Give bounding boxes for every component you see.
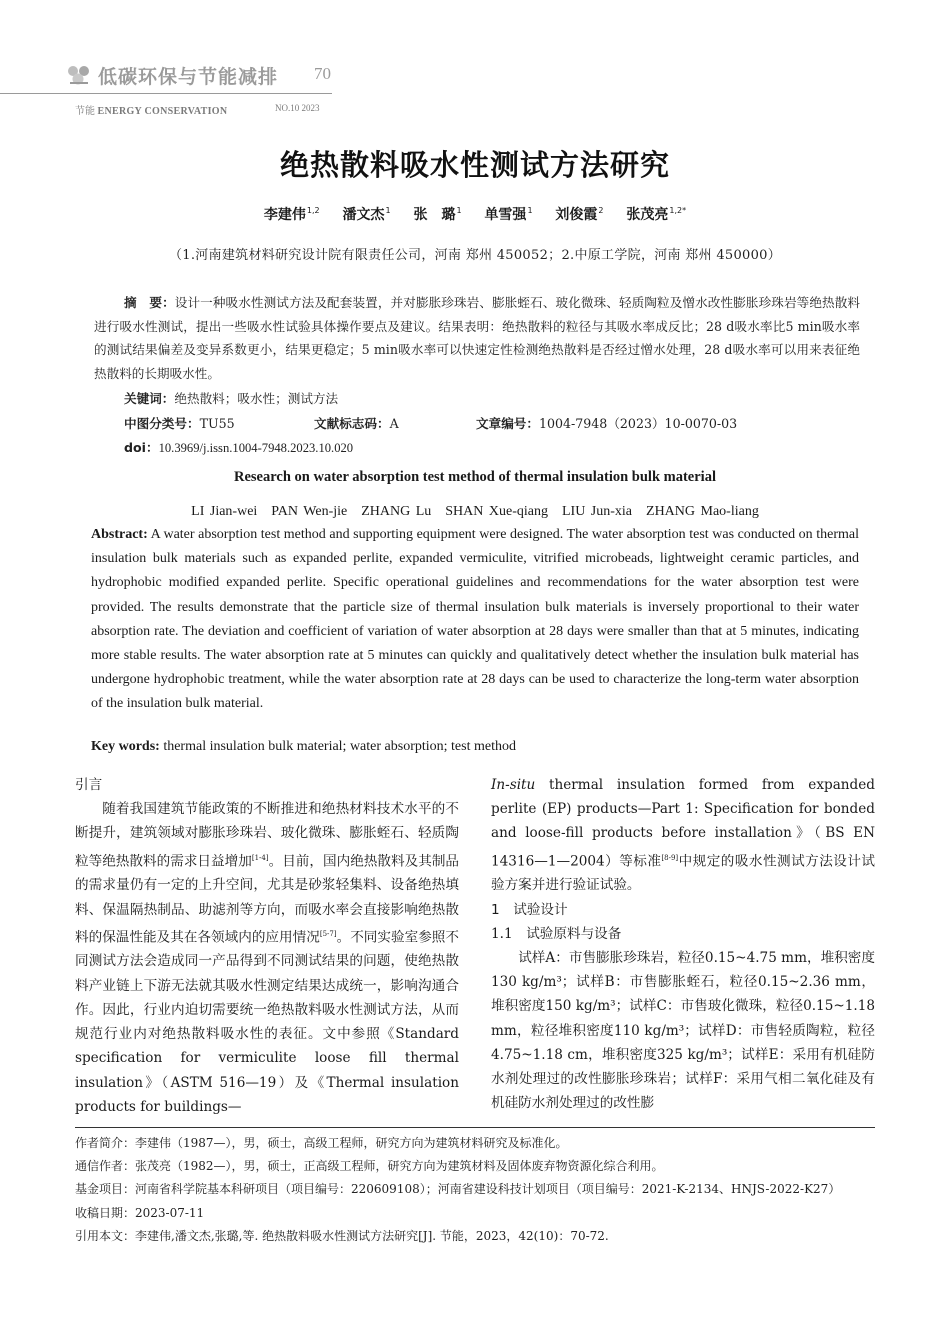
received-date: 收稿日期：2023-07-11 [75, 1205, 205, 1220]
document-code: 文献标志码：A [314, 416, 399, 431]
author-list [0, 204, 950, 224]
keywords-cn [124, 388, 338, 407]
section-cn: 节能 [75, 106, 95, 117]
keywords-en-label: Key words: [91, 739, 160, 754]
keywords-en-text: thermal insulation bulk material; water absorption; test method [163, 739, 516, 754]
intro-paragraph: 随着我国建筑节能政策的不断推进和绝热材料技术水平的不断提升，建筑领域对膨胀珍珠岩、玻化微珠、膨胀蛭石、轻质陶粒等绝热散料的需求日益增加[1-4]。目前，国内绝热散料及其制品的需求量仍有一定的上升空间，尤其是砂浆轻集料、设备绝热填料、保温隔热制品、助滤剂等方向，而吸水率会直接影响绝热散料的保温性能及其在各领域内的应用情况[5-7]。不同实验室参照不同测试方法会造成同一产品得到不同测试结果的问题，使绝热散料产业链上下游无法就其吸水性测定结果达成统一，影响沟通合作。因此，行业内迫切需要统一绝热散料吸水性测试方法，从而规范行业内对绝热散料吸水性的表征。文中参照《Standard specification for vermiculite loose fill thermal insulation》（ASTM 516—19）及《Thermal insulation products for buildings— [75, 801, 460, 1115]
body-column-left [75, 773, 459, 1119]
author-intro: 作者简介：李建伟（1987—），男，硕士，高级工程师，研究方向为建筑材料研究及标准化。 [75, 1136, 568, 1150]
leaf-logo-icon [66, 64, 92, 86]
abstract-cn-label: 摘 要： [124, 295, 175, 310]
abstract-en-label: Abstract: [91, 527, 148, 542]
header-divider [0, 93, 332, 94]
english-title: Research on water absorption test method of thermal insulation bulk material [234, 469, 716, 485]
affiliation: （1.河南建筑材料研究设计院有限责任公司，河南 郑州 450052；2.中原工学院，河南 郑州 450000） [168, 248, 782, 263]
section-1-heading: 1 试验设计 [491, 901, 568, 918]
abstract-cn-text: 设计一种吸水性测试方法及配套装置，并对膨胀珍珠岩、膨胀蛭石、玻化微珠、轻质陶粒及憎水改性膨胀珍珠岩等绝热散料进行吸水性测试，提出一些吸水性试验具体操作要点及建议。结果表明：绝热散料的粒径与其吸水率成反比；28 d吸水率比5 min吸水率的测试结果偏差及变异系数更小，结果更稳定；5 min吸水率可以快速定性检测绝热散料是否经过憎水处理，28 d吸水率可以用来表征绝热散料的长期吸水性。 [94, 295, 861, 381]
english-authors: LI Jian-wei PAN Wen-jie ZHANG Lu SHAN Xue-qiang LIU Jun-xia ZHANG Mao-liang [191, 504, 759, 519]
section-1-1-heading: 1.1 试验原料与设备 [491, 925, 622, 942]
section-label [75, 102, 227, 117]
citation-info: 引用本文：李建伟,潘文杰,张璐,等. 绝热散料吸水性测试方法研究[J]. 节能，2023，42(10)：70-72. [75, 1228, 609, 1243]
author: 李建伟$^{1,2}$ [263, 206, 320, 223]
intro-paragraph-continued: In-situ thermal insulation formed from expanded perlite (EP) products—Part 1: Specification for bonded and loose-fill products before installation》（BS EN 14316—1—2004）等标准[8-9]中规定的吸水性测试方法设计试验方案并进行验证试验。 [491, 777, 875, 894]
citation-ref[interactable]: [5-7] [319, 929, 337, 938]
author: 张茂亮$^{1,2*}$ [626, 206, 687, 223]
doi-label: doi： [124, 440, 159, 455]
abstract-en [91, 523, 859, 717]
footnote-divider [75, 1127, 875, 1128]
materials-paragraph: 试样A：市售膨胀珍珠岩，粒径0.15~4.75 mm，堆积密度130 kg/m³；试样B：市售膨胀蛭石，粒径0.15~2.36 mm，堆积密度150 kg/m³；试样C：市售玻化微珠，粒径0.15~1.18 mm，粒径堆积密度110 kg/m³；试样D：市售轻质陶粒，粒径4.75~1.18 cm，堆积密度325 kg/m³；试样E：采用有机硅防水剂处理过的改性膨胀珍珠岩；试样F：采用气相二氧化硅及有机硅防水剂处理过的改性膨 [491, 949, 875, 1112]
citation-ref[interactable]: [8-9] [661, 853, 679, 862]
fund-info: 基金项目：河南省科学院基本科研项目（项目编号：220609108）；河南省建设科技计划项目（项目编号：2021-K-2134、HNJS-2022-K27） [75, 1182, 841, 1197]
keywords-cn-label: 关键词： [124, 391, 175, 406]
doi-link[interactable]: 10.3969/j.issn.1004-7948.2023.10.020 [158, 441, 354, 455]
journal-name: 低碳环保与节能减排 [98, 66, 279, 88]
article-number: 文章编号：1004-7948（2023）10-0070-03 [476, 416, 738, 431]
author: 张 璐$^1$ [413, 206, 462, 223]
keywords-cn-text: 绝热散料；吸水性；测试方法 [174, 391, 339, 406]
footnotes [75, 1132, 875, 1248]
author: 潘文杰$^1$ [342, 206, 391, 223]
issue-label: NO.10 2023 [275, 103, 320, 113]
intro-heading: 引言 [75, 777, 103, 793]
article-title: 绝热散料吸水性测试方法研究 [279, 148, 670, 182]
author: 刘俊霞$^2$ [555, 206, 604, 223]
abstract-cn [94, 291, 860, 385]
doi-row [124, 437, 353, 456]
page-number: 70 [314, 64, 331, 83]
body-column-right [491, 773, 875, 1115]
abstract-en-text: A water absorption test method and supporting equipment were designed. The water absorption test was conducted on thermal insulation bulk materials such as expanded perlite, expanded vermiculite, vitrified microbeads, lightweight ceramic particles, and hydrophobic modified expanded perlite. Specific operational guidelines and recommendations for the water absorption test were provided. The results demonstrate that the particle size of thermal insulation bulk materials is inversely proportional to their water absorption rate. The deviation and coefficient of variation of water absorption at 28 days were smaller than that at 5 minutes, indicating more stable results. The water absorption rate at 5 minutes can quickly and qualitatively detect whether the insulation bulk material has undergone hydrophobic treatment, while the water absorption rate at 28 days can be used to characterize the long-term water absorption of the insulation bulk material. [91, 527, 859, 712]
keywords-en [91, 739, 859, 755]
citation-ref[interactable]: [1-4] [251, 853, 269, 862]
author: 单雪强$^1$ [484, 206, 533, 223]
clc-number: 中图分类号：TU55 [124, 416, 235, 431]
corresponding-author: 通信作者：张茂亮（1982—），男，硕士，正高级工程师，研究方向为建筑材料及固体废弃物资源化综合利用。 [75, 1159, 664, 1174]
journal-header [0, 58, 950, 117]
section-en: ENERGY CONSERVATION [97, 106, 228, 117]
